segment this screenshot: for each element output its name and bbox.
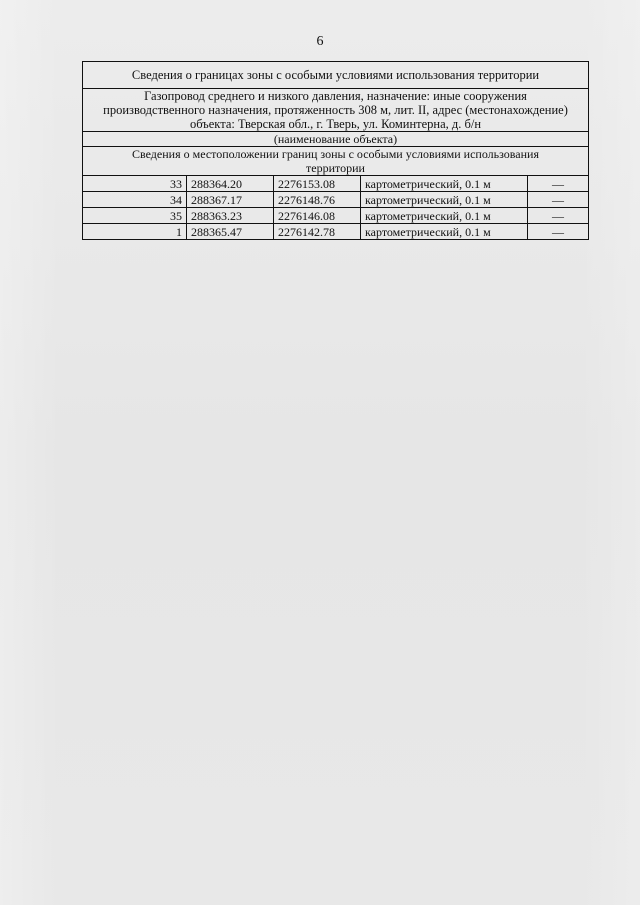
description-cell: — bbox=[528, 176, 589, 192]
x-coordinate-cell: 288367.17 bbox=[187, 192, 274, 208]
method-cell: картометрический, 0.1 м bbox=[361, 192, 528, 208]
object-caption: (наименование объекта) bbox=[83, 132, 589, 147]
y-coordinate-cell: 2276153.08 bbox=[274, 176, 361, 192]
method-cell: картометрический, 0.1 м bbox=[361, 224, 528, 240]
object-caption-row bbox=[83, 132, 589, 147]
x-coordinate-cell: 288363.23 bbox=[187, 208, 274, 224]
point-number-cell: 35 bbox=[83, 208, 187, 224]
section-heading-line-2: территории bbox=[306, 161, 365, 175]
table-title: Сведения о границах зоны с особыми условиями использования территории bbox=[83, 62, 589, 89]
point-number-cell: 34 bbox=[83, 192, 187, 208]
object-name bbox=[83, 89, 589, 132]
y-coordinate-cell: 2276146.08 bbox=[274, 208, 361, 224]
y-coordinate-cell: 2276142.78 bbox=[274, 224, 361, 240]
section-heading-row bbox=[83, 147, 589, 176]
section-heading-line-1: Сведения о местоположении границ зоны с особыми условиями использования bbox=[132, 147, 539, 161]
table-row bbox=[83, 224, 589, 240]
description-cell: — bbox=[528, 208, 589, 224]
table-title-row bbox=[83, 62, 589, 89]
table-row bbox=[83, 192, 589, 208]
x-coordinate-cell: 288365.47 bbox=[187, 224, 274, 240]
x-coordinate-cell: 288364.20 bbox=[187, 176, 274, 192]
table-row bbox=[83, 176, 589, 192]
table-row bbox=[83, 208, 589, 224]
method-cell: картометрический, 0.1 м bbox=[361, 176, 528, 192]
y-coordinate-cell: 2276148.76 bbox=[274, 192, 361, 208]
method-cell: картометрический, 0.1 м bbox=[361, 208, 528, 224]
object-name-line-2: производственного назначения, протяженность 308 м, лит. II, адрес (местонахождение) bbox=[103, 103, 568, 117]
object-name-line-3: объекта: Тверская обл., г. Тверь, ул. Коминтерна, д. б/н bbox=[189, 117, 482, 131]
point-number-cell: 33 bbox=[83, 176, 187, 192]
object-name-line-1: Газопровод среднего и низкого давления, назначение: иные сооружения bbox=[144, 89, 527, 103]
section-heading bbox=[83, 147, 589, 176]
coordinate-rows bbox=[83, 176, 589, 240]
point-number-cell: 1 bbox=[83, 224, 187, 240]
zone-boundary-table bbox=[82, 61, 589, 240]
description-cell: — bbox=[528, 192, 589, 208]
page-number: 6 bbox=[316, 34, 324, 49]
object-name-row bbox=[83, 89, 589, 132]
description-cell: — bbox=[528, 224, 589, 240]
